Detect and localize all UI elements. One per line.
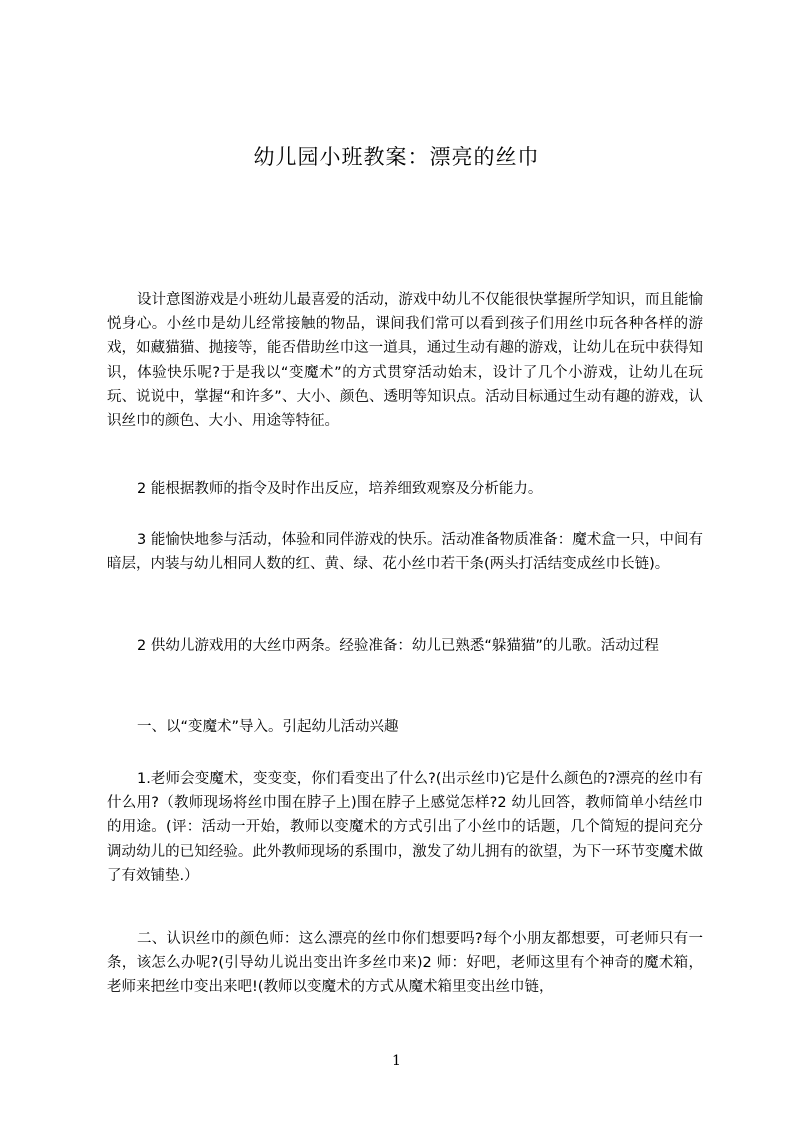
- paragraph-goal-2: 2 能根据教师的指令及时作出反应，培养细致观察及分析能力。: [137, 481, 543, 497]
- paragraph-section-2: 二、认识丝巾的颜色师：这么漂亮的丝巾你们想要吗?每个小朋友都想要，可老师只有一条，该怎么办呢?(引导幼儿说出变出许多丝巾来)2 师：好吧，老师这里有个神奇的魔术箱，老师来把丝巾变出来吧!(教师以变魔术的方式从魔术箱里变出丝巾链，: [107, 931, 703, 996]
- section-heading-1: 一、以“变魔术”导入。引起幼儿活动兴趣: [137, 719, 399, 735]
- document-title: 幼儿园小班教案：漂亮的丝巾: [253, 145, 540, 169]
- page-number: 1: [392, 1053, 401, 1069]
- paragraph-goal-3: 3 能愉快地参与活动，体验和同伴游戏的快乐。活动准备物质准备：魔术盒一只，中间有暗层，内装与幼儿相同人数的红、黄、绿、花小丝巾若干条(两头打活结变成丝巾长链)。: [107, 532, 703, 573]
- paragraph-step-1: 1.老师会变魔术，变变变，你们看变出了什么?(出示丝巾)它是什么颜色的?漂亮的丝巾有什么用?（教师现场将丝巾围在脖子上)围在脖子上感觉怎样?2 幼儿回答，教师简单小结丝巾的用途。(评：活动一开始，教师以变魔术的方式引出了小丝巾的话题，几个简短的提问充分调动幼儿的已知经验。此外教师现场的系围巾，激发了幼儿拥有的欲望，为下一环节变魔术做了有效铺垫.）: [107, 771, 703, 884]
- paragraph-design-intent: 设计意图游戏是小班幼儿最喜爱的活动，游戏中幼儿不仅能很快掌握所学知识，而且能愉悦身心。小丝巾是幼儿经常接触的物品，课间我们常可以看到孩子们用丝巾玩各种各样的游戏，如藏猫猫、抛接等，能否借助丝巾这一道具，通过生动有趣的游戏，让幼儿在玩中获得知识，体验快乐呢?于是我以“变魔术”的方式贯穿活动始末，设计了几个小游戏，让幼儿在玩玩、说说中，掌握“和许多”、大小、颜色、透明等知识点。活动目标通过生动有趣的游戏，认识丝巾的颜色、大小、用途等特征。: [107, 292, 703, 430]
- paragraph-preparation: 2 供幼儿游戏用的大丝巾两条。经验准备：幼儿已熟悉“躲猫猫”的儿歌。活动过程: [137, 638, 659, 654]
